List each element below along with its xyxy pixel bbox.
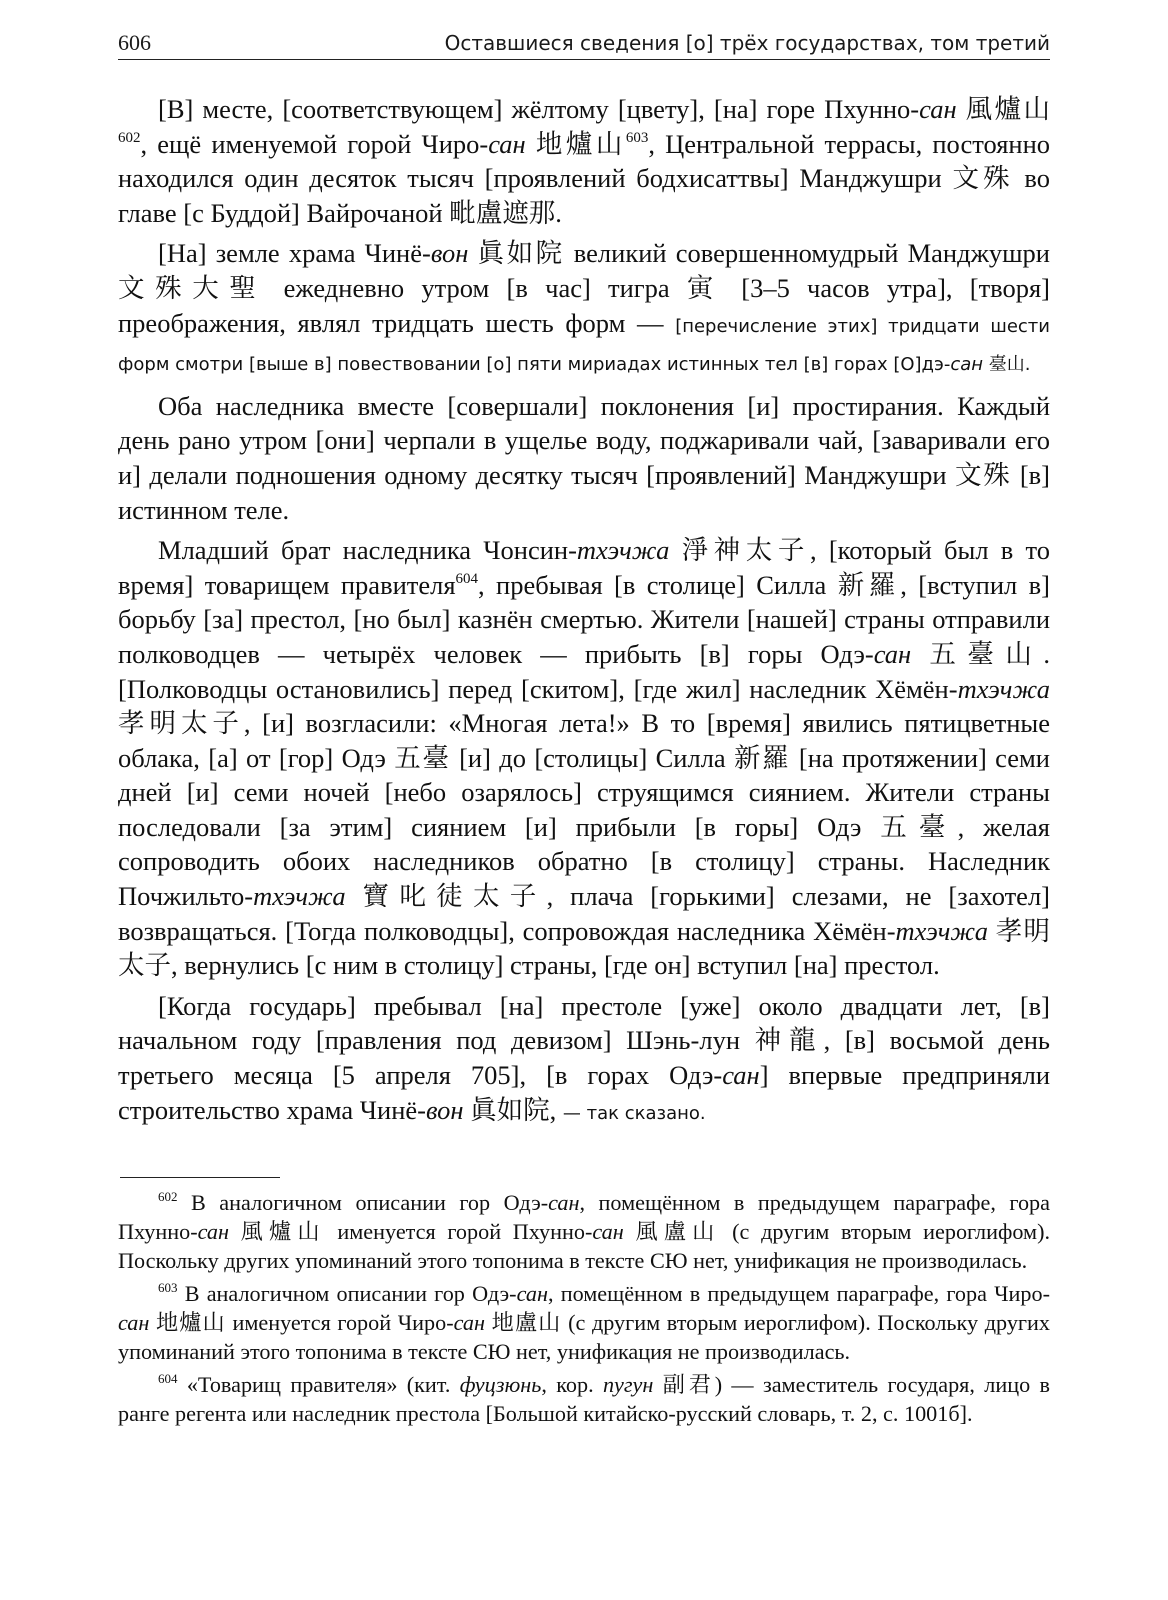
footnotes [118,1188,1050,1428]
paragraph: [Когда государь] пребывал [на] престоле [уже] около двадцати лет, [в] начальном году [правления под девизом] Шэнь-лун 神龍, [в] восьмой день третьего месяца [5 апреля 705], [в горах Одэ-сан] впервые предприняли строительство храма Чинё-вон 眞如院, — так сказано. [118,990,1051,1125]
main-text [118,92,1050,1131]
running-title: Оставшиеся сведения [о] трёх государствах, том третий [444,31,1050,55]
paragraph: [В] месте, [соответствующем] жёлтому [цвету], [на] горе Пхунно-сан 風爐山$^{602}$, ещё именуемой горой Чиро-сан 地爐山$^{603}$, Центральной террасы, постоянно находился один десяток тысяч [проявлений бодхисаттвы] Манджушри 文殊 во главе [с Буддой] Вайрочаной 毗盧遮那. [118,94,1051,228]
paragraph: Оба наследника вместе [совершали] поклонения [и] простирания. Каждый день рано утром [они] черпали в ущелье воду, поджаривали чай, [заваривали его и] делали подношения одному десятку тысяч [проявлений] Манджушри 文殊 [в] истинном теле. [118,390,1050,525]
paragraph: [На] земле храма Чинё-вон 眞如院 великий совершенномудрый Манджушри 文殊大聖 ежедневно утром [в час] тигра 寅 [3–5 часов утра], [творя] преображения, являл тридцать шесть форм — [перечисление этих] тридцати шести форм смотри [выше в] повествовании [о] пяти мириадах истинных тел [в] горах [О]дэ-сан 臺山. [118,238,1050,376]
footnote-604: $^{604}$ «Товарищ правителя» (кит. фуцзюнь, кор. пугун 副君) — заместитель государя, лицо в ранге регента или наследник престола [Большой китайско-русский словарь, т. 2, с. 1001б]. [118,1371,1050,1427]
page-number: 606 [118,30,151,55]
footnote-602: $^{602}$ В аналогичном описании гор Одэ-сан, помещённом в предыдущем параграфе, гора Пхунно-сан 風爐山 именуется горой Пхунно-сан 風盧山 (с другим вторым иероглифом). Поскольку других упоминаний этого топонима в тексте СЮ нет, унификация не производилась. [118,1189,1051,1274]
footnote-divider [120,1177,280,1178]
footnote-603: $^{603}$ В аналогичном описании гор Одэ-сан, помещённом в предыдущем параграфе, гора Чиро-сан 地爐山 именуется горой Чиро-сан 地盧山 (с другим вторым иероглифом). Поскольку других упоминаний этого топонима в тексте СЮ нет, унификация не производилась. [118,1280,1050,1365]
paragraph: Младший брат наследника Чонсин-тхэчжа 淨神太子, [который был в то время] товарищем правителя$^{604}$, пребывая [в столице] Силла 新羅, [вступил в] борьбу [за] престол, [но был] казнён смертью. Жители [нашей] страны отправили полководцев — четырёх человек — прибыть [в] горы Одэ-сан 五臺山. [Полководцы остановились] перед [скитом], [где жил] наследник Хёмён-тхэчжа 孝明太子, [и] возгласили: «Многая лета!» В то [время] явились пятицветные облака, [а] от [гор] Одэ 五臺 [и] до [столицы] Силла 新羅 [на протяжении] семи дней [и] семи ночей [небо озарялось] струящимся сиянием. Жители страны последовали [за этим] сиянием [и] прибыли [в горы] Одэ 五臺, желая сопроводить обоих наследников обратно [в столицу] страны. Наследник Почжильто-тхэчжа 寶叱徒太子, плача [горькими] слезами, не [захотел] возвращаться. [Тогда полководцы], сопровождая наследника Хёмён-тхэчжа 孝明太子, вернулись [с ним в столицу] страны, [где он] вступил [на] престол. [118,535,1051,981]
running-header [118,30,1050,60]
